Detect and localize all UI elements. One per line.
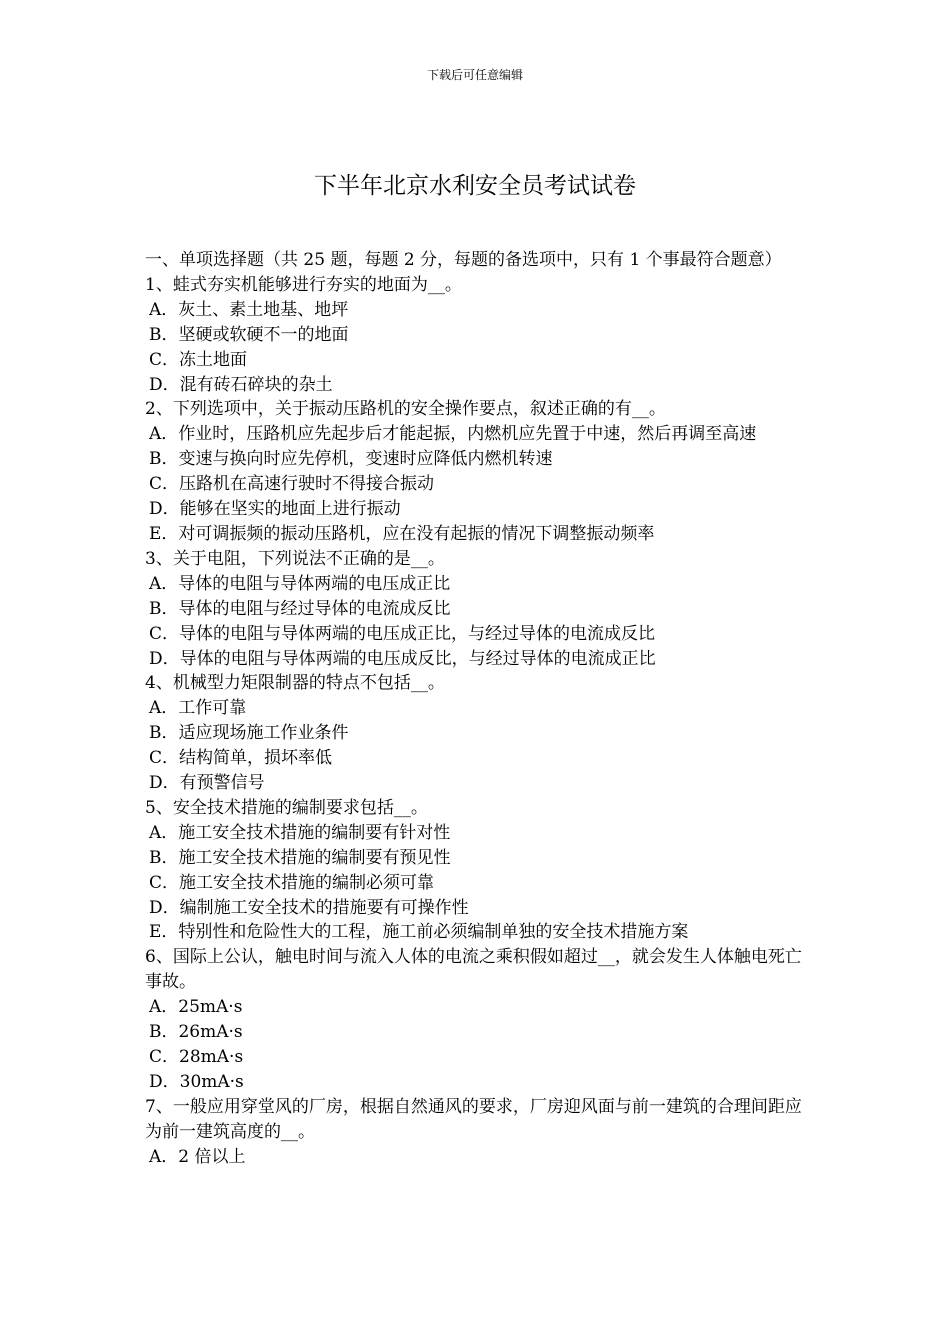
- question-stem: 3、关于电阻，下列说法不正确的是__。: [145, 548, 445, 569]
- option-c: C．28mA·s: [149, 1047, 244, 1067]
- option-c: C．施工安全技术措施的编制必须可靠: [149, 872, 435, 893]
- option-d: D．能够在坚实的地面上进行振动: [149, 499, 401, 520]
- option-b: B．26mA·s: [149, 1022, 243, 1043]
- question-4: [145, 671, 810, 796]
- option-a: A．2 倍以上: [149, 1146, 246, 1167]
- question-6: [145, 945, 810, 1094]
- question-7: [145, 1095, 810, 1170]
- option-d: D．编制施工安全技术的措施要有可操作性: [149, 897, 469, 918]
- option-b: B．适应现场施工作业条件: [149, 723, 349, 744]
- option-e: E．特别性和危险性大的工程，施工前必须编制单独的安全技术措施方案: [149, 922, 689, 943]
- header-note: 下载后可任意编辑: [426, 68, 523, 82]
- question-stem: 1、蛙式夯实机能够进行夯实的地面为__。: [145, 274, 462, 295]
- question-stem: 7、一般应用穿堂风的厂房，根据自然通风的要求，厂房迎风面与前一建筑的合理间距应为前一建筑高度的__。: [145, 1096, 802, 1142]
- option-e: E．对可调振频的振动压路机，应在没有起振的情况下调整振动频率: [149, 523, 655, 544]
- section-heading: 一、单项选择题（共 25 题，每题 2 分，每题的备选项中，只有 1 个事最符合题意）: [145, 250, 782, 270]
- option-a: A．工作可靠: [149, 698, 247, 719]
- option-a: A．导体的电阻与导体两端的电压成正比: [149, 573, 451, 594]
- question-stem: 2、下列选项中，关于振动压路机的安全操作要点，叙述正确的有__。: [145, 399, 666, 420]
- option-c: C．导体的电阻与导体两端的电压成正比，与经过导体的电流成反比: [149, 623, 656, 644]
- option-d: D．导体的电阻与导体两端的电压成反比，与经过导体的电流成正比: [149, 648, 656, 669]
- option-b: B．坚硬或软硬不一的地面: [149, 324, 349, 345]
- option-b: B．施工安全技术措施的编制要有预见性: [149, 847, 451, 868]
- option-d: D．混有砖石碎块的杂土: [149, 374, 333, 395]
- option-a: A．25mA·s: [149, 997, 243, 1018]
- option-c: C．冻土地面: [149, 349, 248, 370]
- question-1: [145, 273, 810, 398]
- option-c: C．压路机在高速行驶时不得接合振动: [149, 474, 435, 495]
- question-2: [145, 397, 810, 546]
- question-5: [145, 796, 810, 945]
- option-a: A．施工安全技术措施的编制要有针对性: [149, 822, 451, 843]
- exam-content: [145, 248, 810, 1170]
- option-d: D．30mA·s: [149, 1071, 244, 1092]
- question-3: [145, 547, 810, 672]
- option-a: A．作业时，压路机应先起步后才能起振，内燃机应先置于中速，然后再调至高速: [149, 424, 757, 445]
- option-b: B．变速与换向时应先停机，变速时应降低内燃机转速: [149, 449, 553, 470]
- option-a: A．灰土、素土地基、地坪: [149, 299, 349, 320]
- document-title: 下半年北京水利安全员考试试卷: [314, 173, 636, 200]
- question-stem: 6、国际上公认，触电时间与流入人体的电流之乘积假如超过__，就会发生人体触电死亡事故。: [145, 947, 802, 993]
- question-stem: 5、安全技术措施的编制要求包括__。: [145, 797, 428, 818]
- option-b: B．导体的电阻与经过导体的电流成反比: [149, 598, 451, 619]
- option-d: D．有预警信号: [149, 773, 265, 794]
- option-c: C．结构简单，损坏率低: [149, 748, 333, 769]
- question-stem: 4、机械型力矩限制器的特点不包括__。: [145, 673, 445, 694]
